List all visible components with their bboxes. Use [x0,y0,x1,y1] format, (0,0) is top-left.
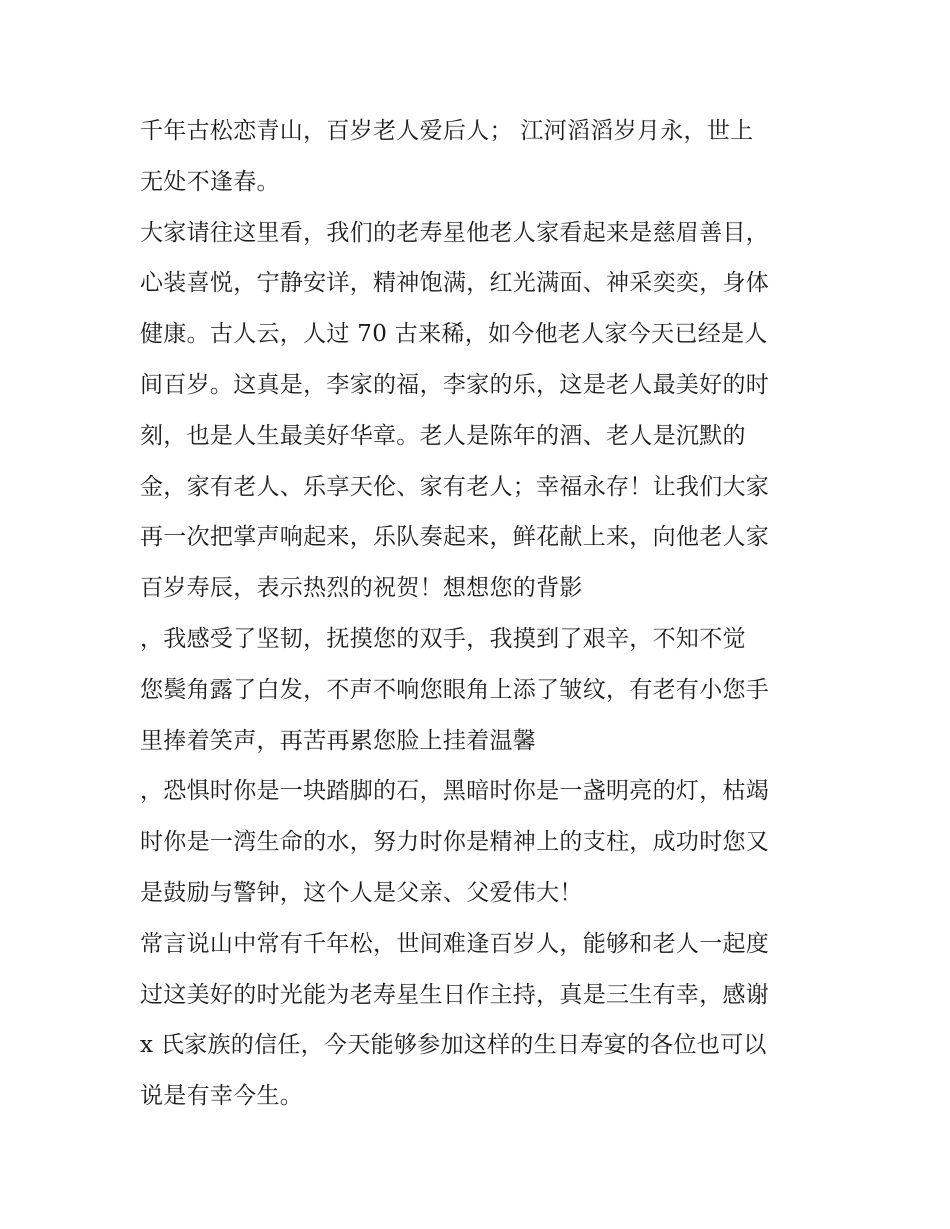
text-line: 无处不逢春。 [140,168,280,195]
text-line: 百岁寿辰，表示热烈的祝贺！想想您的背影 [140,575,583,602]
text-line: 里捧着笑声，再苦再累您脸上挂着温馨 [140,727,537,754]
text-line: 再一次把掌声响起来，乐队奏起来，鲜花献上来，向他老人家 [140,524,770,551]
text-line: ，恐惧时你是一块踏脚的石，黑暗时你是一盏明亮的灯，枯竭 [140,778,770,805]
text-line: 健康。古人云，人过 70 古来稀，如今他老人家今天已经是人 [140,321,768,348]
text-line: x 氏家族的信任，今天能够参加这样的生日寿宴的各位也可以 [140,1032,767,1059]
text-line: 间百岁。这真是，李家的福，李家的乐，这是老人最美好的时 [140,371,770,398]
text-line: 您鬓角露了白发，不声不响您眼角上添了皱纹，有老有小您手 [140,676,770,703]
text-line: 时你是一湾生命的水，努力时你是精神上的支柱，成功时您又 [140,829,770,856]
text-line: 说是有幸今生。 [140,1083,304,1110]
document-body [140,106,820,1122]
text-line: 常言说山中常有千年松，世间难逢百岁人，能够和老人一起度 [140,930,770,957]
text-line: 是鼓励与警钟，这个人是父亲、父爱伟大！ [140,879,583,906]
text-line: 过这美好的时光能为老寿星生日作主持，真是三生有幸，感谢 [140,981,770,1008]
text-line: 刻，也是人生最美好华章。老人是陈年的酒、老人是沉默的 [140,422,746,449]
text-line: ，我感受了坚韧，抚摸您的双手，我摸到了艰辛，不知不觉 [140,625,746,652]
text-line: 大家请往这里看，我们的老寿星他老人家看起来是慈眉善目， [140,219,770,246]
text-line: 千年古松恋青山，百岁老人爱后人； 江河滔滔岁月永，世上 [140,118,754,144]
text-line: 金，家有老人、乐享天伦、家有老人；幸福永存！让我们大家 [140,473,770,500]
text-line: 心装喜悦，宁静安详，精神饱满，红光满面、神采奕奕，身体 [140,270,770,297]
